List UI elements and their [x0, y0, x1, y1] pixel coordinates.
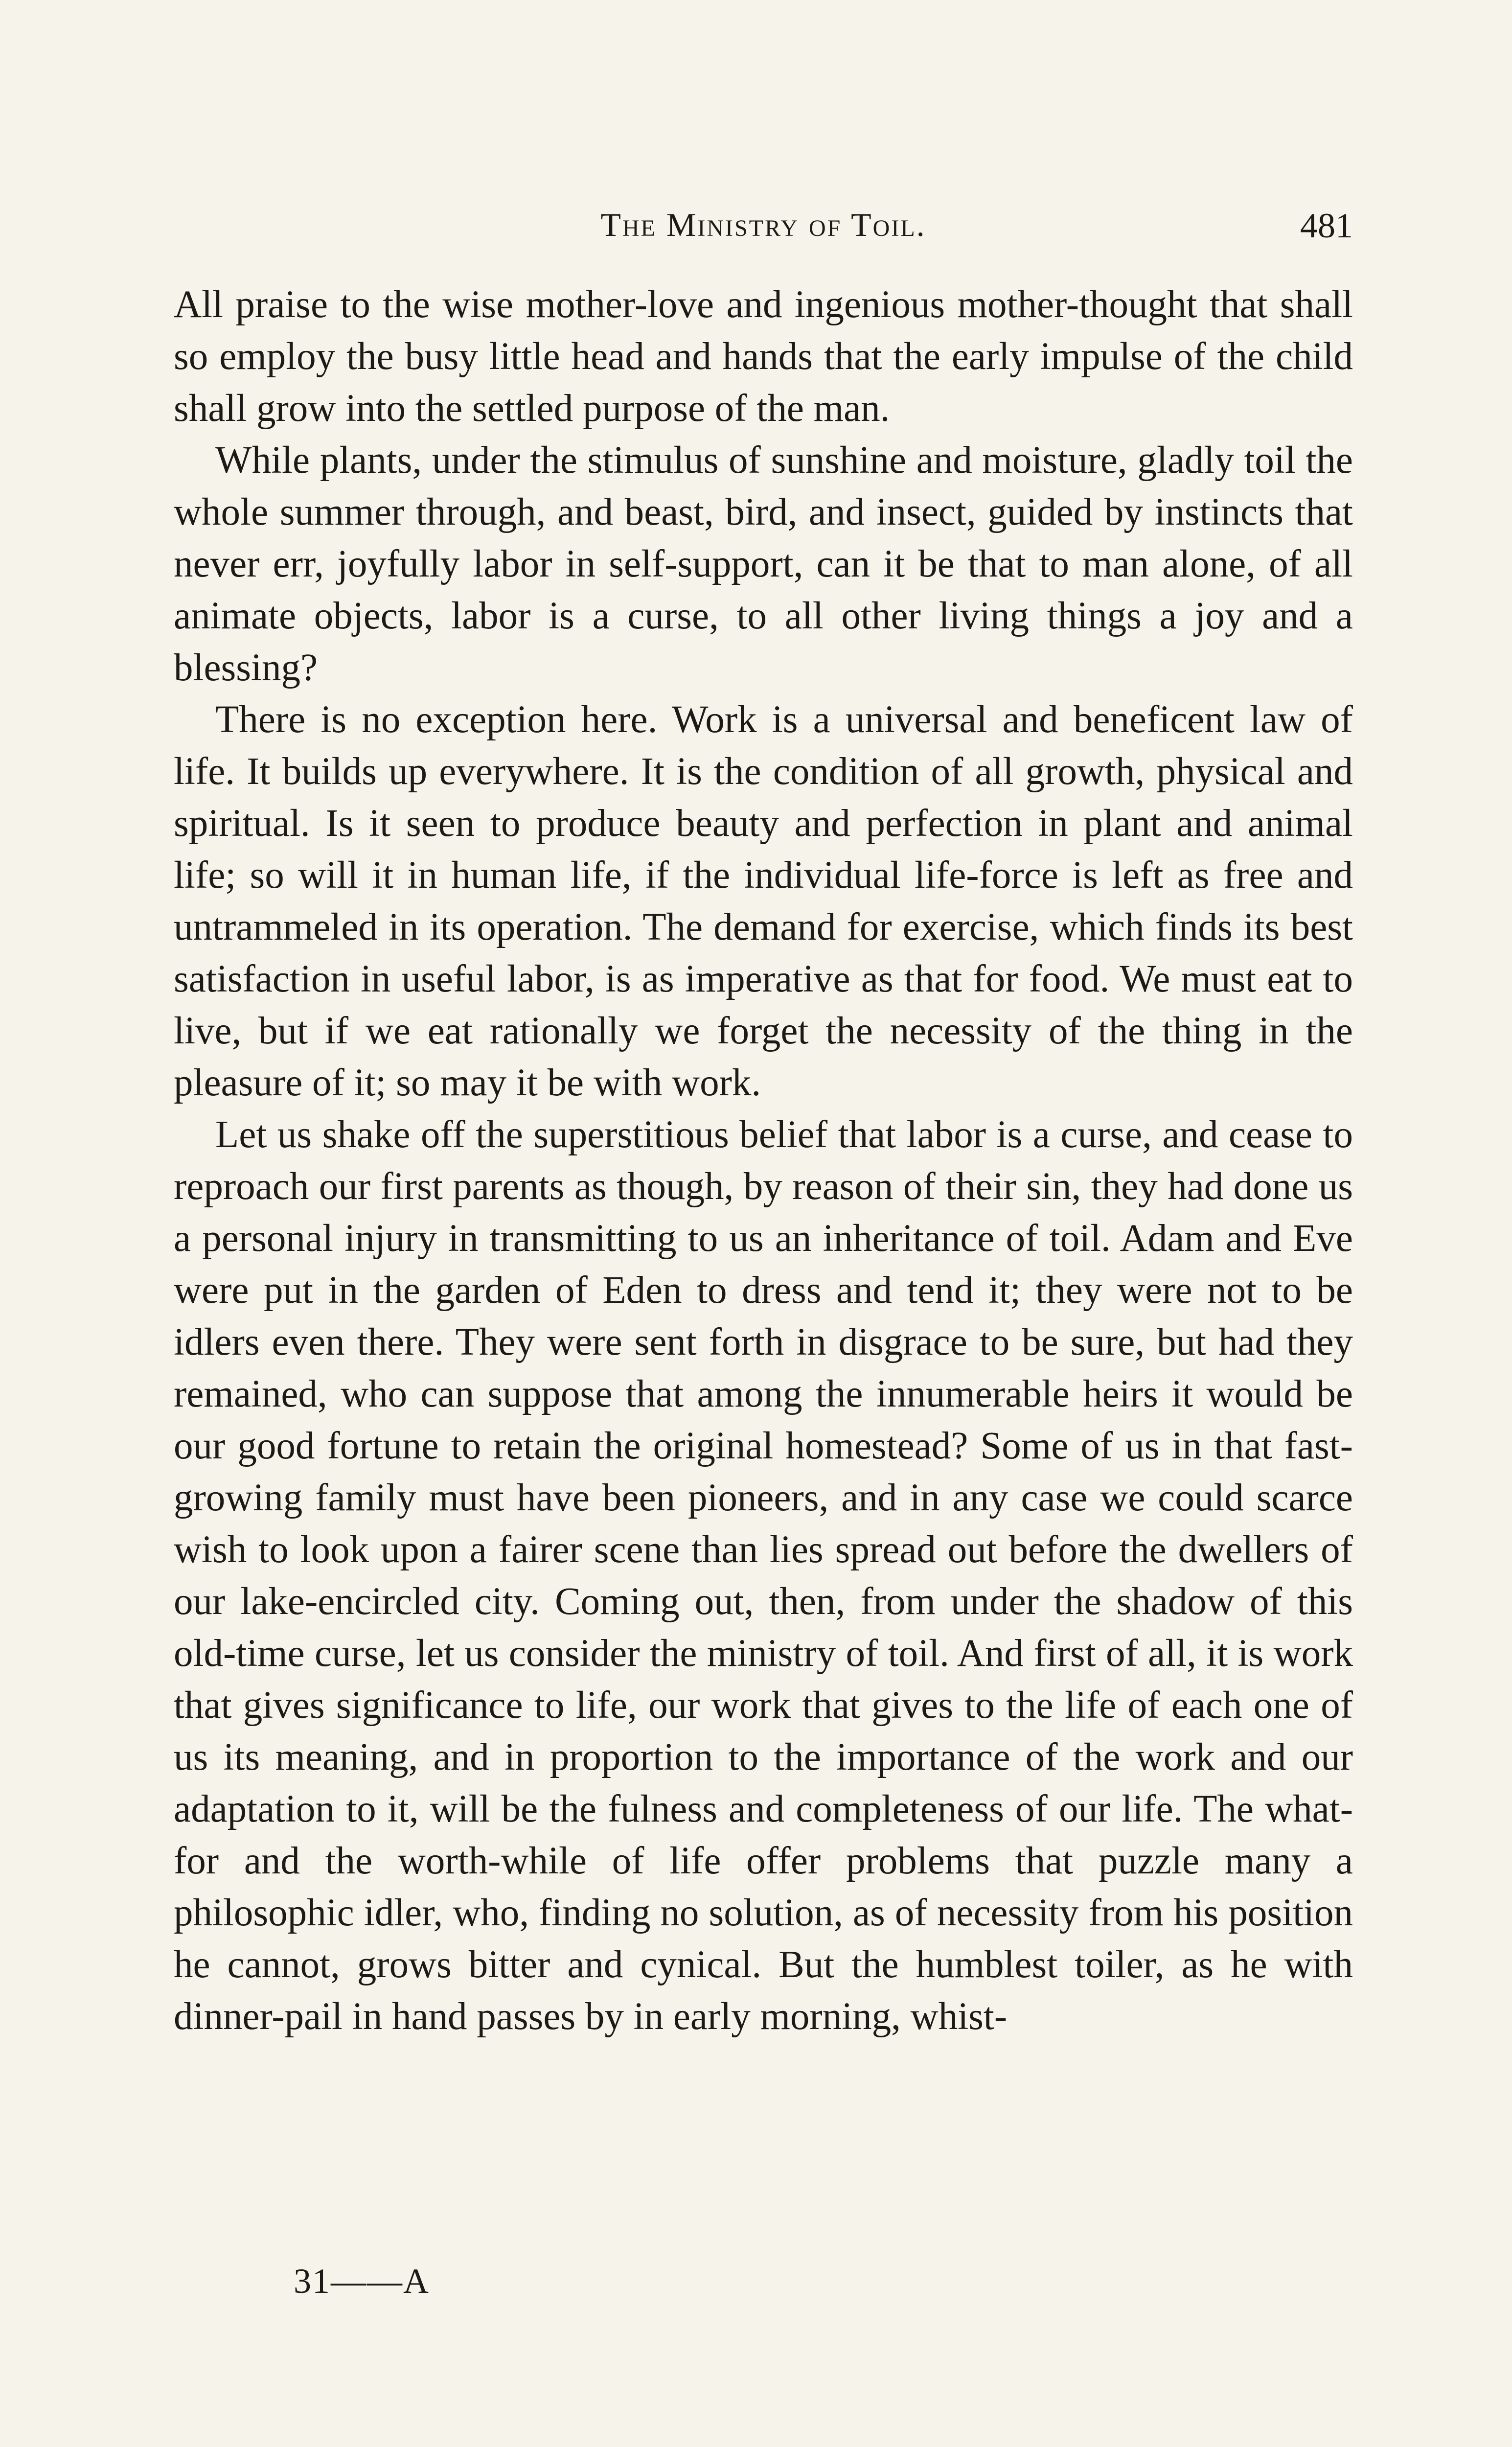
signature-mark: 31——A: [294, 2262, 430, 2301]
page-header: [174, 206, 1353, 259]
paragraph: There is no exception here. Work is a universal and beneficent law of life. It builds up everywhere. It is the condition of all growth, physical and spiritual. Is it seen to produce beauty and perfection in plant and animal life; so will it in human life, if the individual life-force is left as free and untrammeled in its operation. The demand for exercise, which finds its best satisfaction in useful labor, is as imperative as that for food. We must eat to live, but if we eat rationally we forget the necessity of the thing in the pleasure of it; so may it be with work.: [174, 698, 1353, 1104]
body-text: [174, 279, 1353, 2043]
page-number: 481: [1300, 206, 1353, 245]
running-title: The Ministry of Toil.: [600, 206, 926, 243]
paragraph: All praise to the wise mother-love and ingenious mother-thought that shall so employ the busy little head and hands that the early impulse of the child shall grow into the settled purpose of the man.: [174, 283, 1353, 430]
paragraph: While plants, under the stimulus of sunshine and moisture, gladly toil the whole summer through, and beast, bird, and insect, guided by instincts that never err, joyfully labor in self-support, can it be that to man alone, of all animate objects, labor is a curse, to all other living things a joy and a blessing?: [174, 439, 1353, 689]
paragraph: Let us shake off the superstitious belief that labor is a curse, and cease to reproach our first parents as though, by reason of their sin, they had done us a personal injury in transmitting to us an inheritance of toil. Adam and Eve were put in the garden of Eden to dress and tend it; they were not to be idlers even there. They were sent forth in disgrace to be sure, but had they remained, who can suppose that among the innumerable heirs it would be our good fortune to retain the original homestead? Some of us in that fast-growing family must have been pioneers, and in any case we could scarce wish to look upon a fairer scene than lies spread out before the dwellers of our lake-encircled city. Coming out, then, from under the shadow of this old-time curse, let us consider the ministry of toil. And first of all, it is work that gives significance to life, our work that gives to the life of each one of us its meaning, and in proportion to the importance of the work and our adaptation to it, will be the fulness and completeness of our life. The what-for and the worth-while of life offer problems that puzzle many a philosophic idler, who, finding no solution, as of necessity from his position he cannot, grows bitter and cynical. But the humblest toiler, as he with dinner-pail in hand passes by in early morning, whist-: [174, 1113, 1353, 2038]
